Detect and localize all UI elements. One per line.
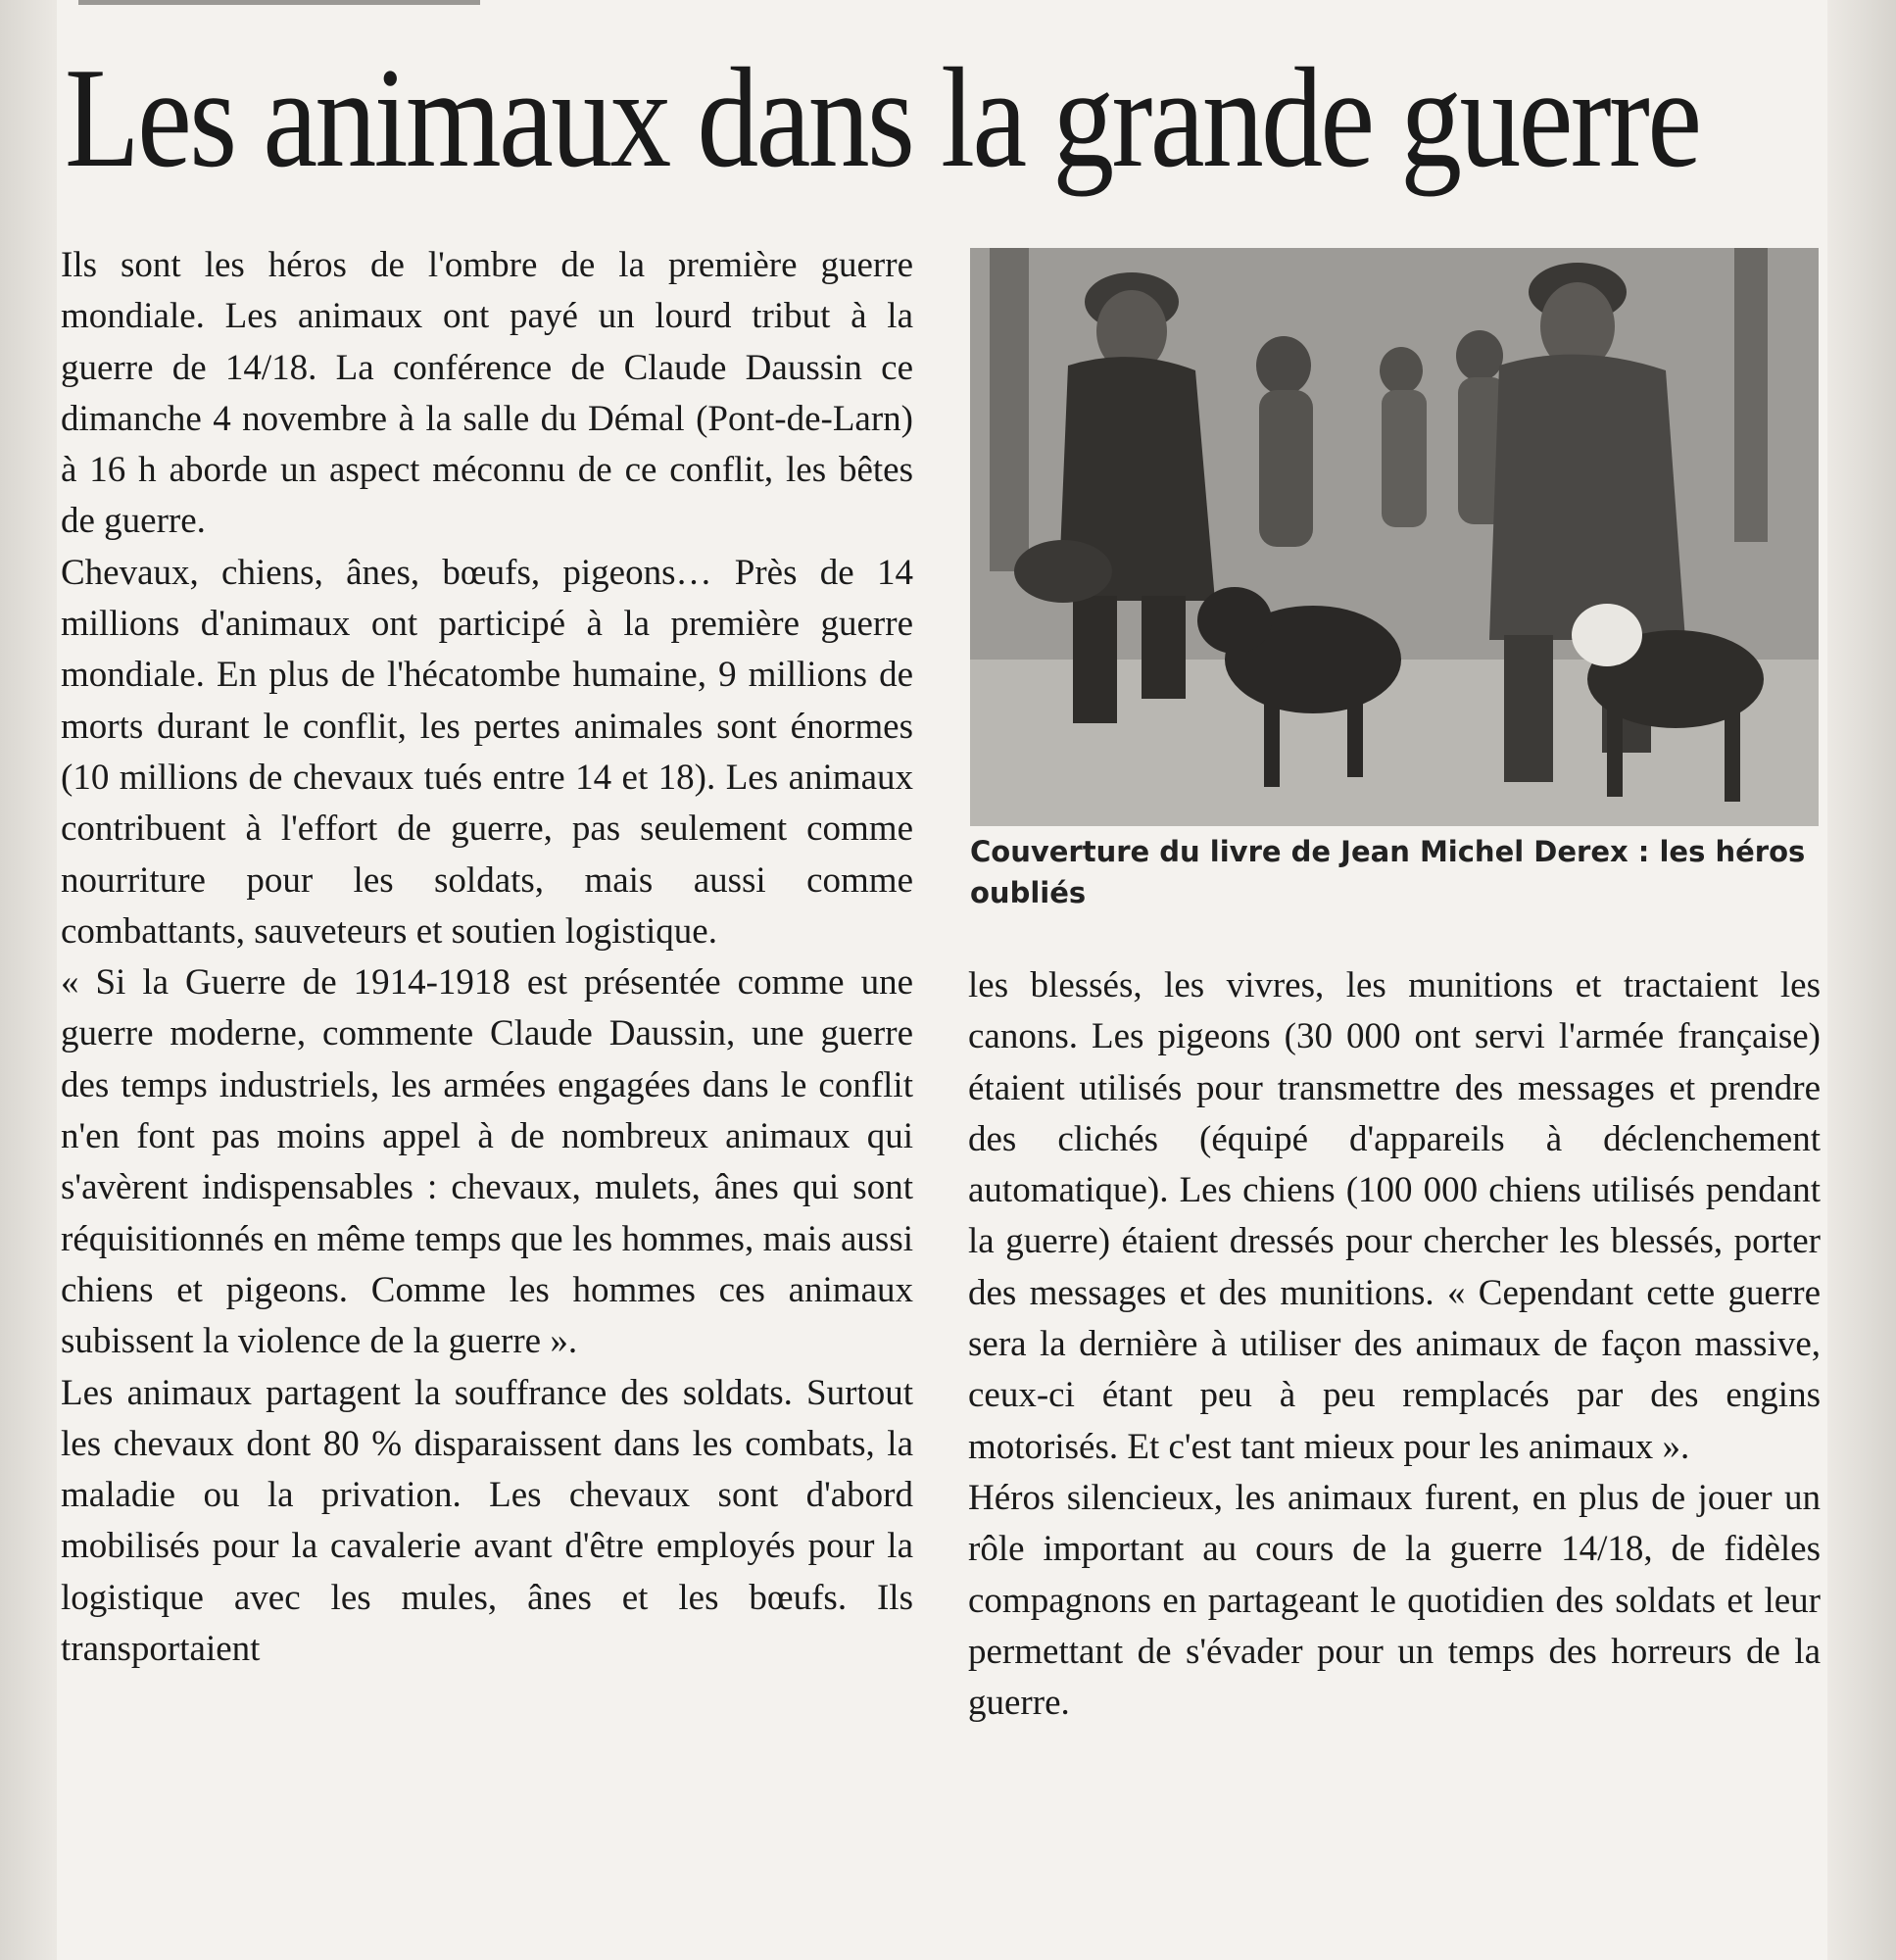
top-rule (78, 0, 480, 5)
article-column-right (968, 960, 1821, 1729)
article-title: Les animaux dans la grande guerre (65, 38, 1700, 197)
soldiers-and-dogs-illustration (970, 248, 1819, 826)
paragraph-quote: « Si la Guerre de 1914-1918 est présentée comme une guerre moderne, commente Claude Daussin, une guerre des temps industriels, les armées engagées dans le conflit n'en font pas moins appel à de nombreux animaux qui s'avèrent indispensables : chevaux, mulets, ânes qui sont réquisitionnés en même temps que les hommes, mais aussi chiens et pigeons. Comme les hommes ces animaux subissent la violence de la guerre ». (61, 962, 913, 1362)
paragraph-conclusion: Héros silencieux, les animaux furent, en plus de jouer un rôle important au cours de la guerre 14/18, de fidèles compagnons en partageant le quotidien des soldats et leur permettant de s'évader pour un temps des horreurs de la guerre. (968, 1477, 1821, 1724)
article-photo (970, 248, 1819, 826)
photo-caption: Couverture du livre de Jean Michel Derex : les héros oubliés (970, 835, 1806, 909)
page-edge-right (1827, 0, 1896, 1960)
paragraph-transport: les blessés, les vivres, les munitions et tractaient les canons. Les pigeons (30 000 ont servi l'armée française) étaient utilisés pour transmettre des messages et prendre des clichés (équipé d'appareils à déclenchement automatique). Les chiens (100 000 chiens utilisés pendant la guerre) étaient dressés pour chercher les blessés, porter des messages et des munitions. « Cependant cette guerre sera la dernière à utiliser des animaux de façon massive, ceux-ci étant peu à peu remplacés par des engins motorisés. Et c'est tant mieux pour les animaux ». (968, 965, 1821, 1467)
paragraph-suffering: Les animaux partagent la souffrance des soldats. Surtout les chevaux dont 80 % disparaissent dans les combats, la maladie ou la privation. Les chevaux sont d'abord mobilisés pour la cavalerie avant d'être employés pour la logistique avec les mules, ânes et les bœufs. Ils transportaient (61, 1372, 913, 1670)
page-edge-left (0, 0, 57, 1960)
paragraph-animals-count: Chevaux, chiens, ânes, bœufs, pigeons… Près de 14 millions d'animaux ont participé à la première guerre mondiale. En plus de l'hécatombe humaine, 9 millions de morts durant le conflit, les pertes animales sont énormes (10 millions de chevaux tués entre 14 et 18). Les animaux contribuent à l'effort de guerre, pas seulement comme nourriture pour les soldats, mais aussi comme combattants, sauveteurs et soutien logistique. (61, 552, 913, 952)
paragraph-intro: Ils sont les héros de l'ombre de la première guerre mondiale. Les animaux ont payé un lourd tribut à la guerre de 14/18. La conférence de Claude Daussin ce dimanche 4 novembre à la salle du Démal (Pont-de-Larn) à 16 h aborde un aspect méconnu de ce conflit, les bêtes de guerre. (61, 245, 913, 542)
article-column-left (61, 240, 913, 1675)
